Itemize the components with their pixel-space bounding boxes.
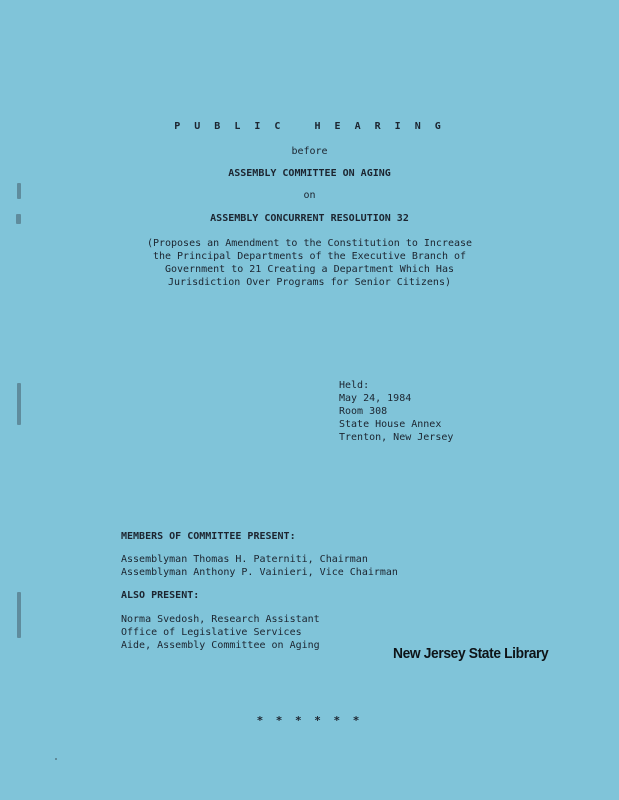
- committee-name: ASSEMBLY COMMITTEE ON AGING: [228, 168, 391, 179]
- binding-mark: [17, 592, 21, 638]
- also-present-entry: Office of Legislative Services: [121, 627, 302, 638]
- on-text: on: [303, 190, 316, 201]
- resolution-name: ASSEMBLY CONCURRENT RESOLUTION 32: [210, 213, 409, 224]
- also-present-entry: Aide, Assembly Committee on Aging: [121, 640, 320, 651]
- before-text: before: [291, 146, 328, 157]
- closing-stars: * * * * * *: [256, 714, 363, 727]
- members-heading: MEMBERS OF COMMITTEE PRESENT:: [121, 531, 296, 542]
- held-building: State House Annex: [339, 419, 442, 430]
- also-present-heading: ALSO PRESENT:: [121, 590, 200, 601]
- member-entry: Assemblyman Thomas H. Paterniti, Chairman: [121, 554, 368, 565]
- description-line: Jurisdiction Over Programs for Senior Citizens): [168, 277, 451, 288]
- member-entry: Assemblyman Anthony P. Vainieri, Vice Chairman: [121, 567, 398, 578]
- members-list: [121, 553, 398, 579]
- description-line: (Proposes an Amendment to the Constitution to Increase: [146, 238, 473, 249]
- paper-speck: [55, 758, 57, 760]
- hearing-title: P U B L I C H E A R I N G: [174, 121, 445, 132]
- description-line: the Principal Departments of the Executive Branch of: [152, 251, 467, 262]
- held-info: [339, 379, 453, 444]
- binding-mark: [17, 383, 21, 425]
- held-label: Held:: [339, 380, 370, 391]
- library-stamp: New Jersey State Library: [393, 645, 549, 662]
- also-present-entry: Norma Svedosh, Research Assistant: [121, 614, 320, 625]
- also-present-list: [121, 613, 320, 652]
- description-line: Government to 21 Creating a Department Which Has: [165, 264, 454, 275]
- held-city: Trenton, New Jersey: [339, 432, 454, 443]
- held-room: Room 308: [339, 406, 388, 417]
- held-date: May 24, 1984: [339, 393, 412, 404]
